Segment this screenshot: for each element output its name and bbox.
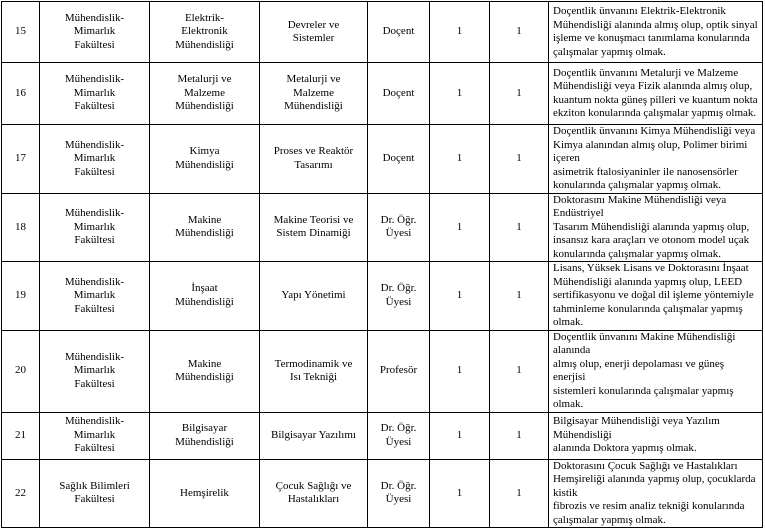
cell-line: Dr. Öğr. xyxy=(380,422,417,434)
table-row xyxy=(2,63,763,125)
cell-line: Mühendislik- xyxy=(64,11,125,24)
faculty-cell xyxy=(40,459,150,528)
count-cell: 1 xyxy=(430,262,490,331)
cell-line: çalışmalar yapmış olmak. xyxy=(553,45,666,58)
title-cell xyxy=(368,125,430,194)
cell-line: Doktorasını Çocuk Sağlığı ve Hastalıkları xyxy=(553,459,738,472)
faculty-cell xyxy=(40,2,150,63)
cell-line: insansız kara araçları ve otonom model uçak xyxy=(553,234,750,246)
cell-line: Doçent xyxy=(382,86,415,99)
cell-line: Mühendisliği xyxy=(175,227,234,240)
cell-line: Mühendisliği xyxy=(175,158,234,171)
title-cell xyxy=(368,2,430,63)
cell-line: Mühendisliği xyxy=(175,371,234,383)
count-cell: 1 xyxy=(430,193,490,262)
cell-line: Yapı Yönetimi xyxy=(281,289,346,301)
cell-line: Üyesi xyxy=(385,295,412,308)
cell-line: Dr. Öğr. xyxy=(380,479,417,492)
field-cell xyxy=(260,330,368,412)
cell-line: asimetrik ftalosiyaninler ile nanosensörler xyxy=(553,165,738,178)
cell-line: Bilgisayar Yazılımı xyxy=(271,428,356,441)
department-cell xyxy=(150,193,260,262)
cell-line: Üyesi xyxy=(385,227,412,240)
cell-line: sertifikasyonu ve doğal dil işleme yöntemiyle xyxy=(553,289,754,301)
count-cell: 1 xyxy=(490,412,549,459)
table-body xyxy=(2,2,763,528)
cell-line: alanında Doktora yapmış olmak. xyxy=(553,442,697,455)
cell-line: Hemşireliği alanında yapmış olup, çocuklarda kistik xyxy=(553,473,756,499)
field-cell xyxy=(260,2,368,63)
cell-line: Sistem Dinamiği xyxy=(276,227,351,240)
cell-line: Mühendislik- xyxy=(64,138,125,151)
cell-line: kuantum nokta güneş pilleri ve kuantum nokta xyxy=(553,93,758,106)
count-cell: 1 xyxy=(430,330,490,412)
count-cell: 1 xyxy=(430,459,490,528)
cell-line: Fakültesi xyxy=(74,493,115,506)
field-cell xyxy=(260,63,368,125)
cell-line: Doçentlik ünvanını Kimya Mühendisliği veya xyxy=(553,125,756,137)
cell-line: Malzeme xyxy=(293,86,334,99)
cell-line: almış olup, enerji depolaması ve güneş enerjisi xyxy=(553,357,725,383)
cell-line: tahminleme konularında çalışmalar yapmış olmak. xyxy=(553,302,743,328)
row-number: 19 xyxy=(2,262,40,331)
cell-line: Mühendislik- xyxy=(64,73,125,86)
cell-line: Fakültesi xyxy=(74,165,115,178)
count-cell: 1 xyxy=(490,193,549,262)
field-cell xyxy=(260,193,368,262)
count-cell: 1 xyxy=(430,412,490,459)
cell-line: Profesör xyxy=(379,364,418,377)
count-cell: 1 xyxy=(430,63,490,125)
cell-line: Mühendislik- xyxy=(64,207,125,219)
requirement-cell xyxy=(549,459,763,528)
cell-line: Metalurji ve xyxy=(177,73,232,86)
cell-line: fibrozis ve resim analiz tekniği konularında xyxy=(553,500,745,512)
cell-line: Mühendisliği xyxy=(175,38,234,51)
title-cell xyxy=(368,459,430,528)
requirement-cell xyxy=(549,412,763,459)
count-cell: 1 xyxy=(430,125,490,194)
row-number: 20 xyxy=(2,330,40,412)
count-cell: 1 xyxy=(490,262,549,331)
cell-line: Doktorasını Makine Mühendisliği veya Endüstriyel xyxy=(553,193,727,219)
table-row xyxy=(2,2,763,63)
cell-line: ekziton konularında çalışmalar yapmış olmak. xyxy=(553,107,757,119)
cell-line: çalışmalar yapmış olmak. xyxy=(553,513,666,526)
row-number: 18 xyxy=(2,193,40,262)
count-cell: 1 xyxy=(490,330,549,412)
cell-line: Makine xyxy=(187,357,222,370)
cell-line: Doçentlik ünvanını Elektrik-Elektronik xyxy=(553,5,726,17)
cell-line: Metalurji ve xyxy=(286,73,341,86)
count-cell: 1 xyxy=(490,459,549,528)
cell-line: Mimarlık xyxy=(73,428,116,441)
department-cell xyxy=(150,262,260,331)
department-cell xyxy=(150,412,260,459)
requirement-cell xyxy=(549,193,763,262)
cell-line: Üyesi xyxy=(385,435,412,448)
field-cell xyxy=(260,459,368,528)
table-row xyxy=(2,125,763,194)
field-cell xyxy=(260,412,368,459)
cell-line: Makine Teorisi ve xyxy=(273,213,354,226)
cell-line: Tasarımı xyxy=(294,158,333,171)
count-cell: 1 xyxy=(490,2,549,63)
cell-line: Sistemler xyxy=(292,32,335,44)
cell-line: Doçent xyxy=(382,25,415,38)
cell-line: Proses ve Reaktör xyxy=(273,145,354,158)
cell-line: Elektrik- xyxy=(184,11,225,24)
cell-line: Çocuk Sağlığı ve xyxy=(275,479,352,492)
cell-line: Mühendislik- xyxy=(64,415,125,428)
cell-line: Mimarlık xyxy=(73,152,116,164)
cell-line: Tasarım Mühendisliği alanında yapmış olup, xyxy=(553,220,750,233)
cell-line: Fakültesi xyxy=(74,100,115,113)
cell-line: Mimarlık xyxy=(73,364,116,377)
cell-line: konularında çalışmalar yapmış olmak. xyxy=(553,179,722,191)
cell-line: Mühendisliği xyxy=(284,100,343,113)
row-number: 21 xyxy=(2,412,40,459)
cell-line: Üyesi xyxy=(385,493,412,506)
cell-line: Mühendisliği veya Fizik alanında almış olup, xyxy=(553,80,753,92)
cell-line: Fakültesi xyxy=(74,302,115,315)
cell-line: Elektronik xyxy=(181,25,228,38)
department-cell xyxy=(150,125,260,194)
cell-line: Dr. Öğr. xyxy=(380,282,417,295)
department-cell xyxy=(150,459,260,528)
cell-line: Devreler ve xyxy=(287,18,340,31)
cell-line: Hemşirelik xyxy=(180,486,229,499)
requirement-cell xyxy=(549,63,763,125)
cell-line: Mimarlık xyxy=(73,25,116,38)
cell-line: Kimya alanından almış olup, Polimer birimi içeren xyxy=(553,138,748,164)
count-cell: 1 xyxy=(490,63,549,125)
department-cell xyxy=(150,330,260,412)
cell-line: Hastalıkları xyxy=(287,493,340,506)
cell-line: Isı Tekniği xyxy=(290,371,337,383)
faculty-cell xyxy=(40,330,150,412)
cell-line: Fakültesi xyxy=(74,234,115,246)
cell-line: işleme ve konuşmacı tanımlama konularında xyxy=(553,32,750,44)
cell-line: konularında çalışmalar yapmış olmak. xyxy=(553,247,722,260)
department-cell xyxy=(150,2,260,63)
cell-line: Termodinamik ve xyxy=(274,357,353,370)
cell-line: Mimarlık xyxy=(73,220,116,233)
row-number: 16 xyxy=(2,63,40,125)
table-row xyxy=(2,262,763,331)
cell-line: Mühendislik- xyxy=(64,350,125,363)
title-cell xyxy=(368,193,430,262)
position-table xyxy=(1,1,763,528)
cell-line: Doçent xyxy=(382,152,415,164)
count-cell: 1 xyxy=(490,125,549,194)
requirement-cell xyxy=(549,330,763,412)
faculty-cell xyxy=(40,262,150,331)
title-cell xyxy=(368,330,430,412)
cell-line: İnşaat xyxy=(191,282,218,295)
cell-line: Mühendisliği xyxy=(175,435,234,448)
title-cell xyxy=(368,412,430,459)
cell-line: Mimarlık xyxy=(73,86,116,99)
cell-line: Fakültesi xyxy=(74,442,115,455)
cell-line: Malzeme xyxy=(184,86,225,99)
cell-line: Bilgisayar Mühendisliği veya Yazılım Mühendisliği xyxy=(553,415,720,441)
cell-line: Kimya xyxy=(189,145,220,158)
cell-line: Fakültesi xyxy=(74,38,115,51)
cell-line: Doçentlik ünvanını Makine Mühendisliği alanında xyxy=(553,330,736,356)
table-row xyxy=(2,193,763,262)
cell-line: Dr. Öğr. xyxy=(380,213,417,226)
cell-line: Mimarlık xyxy=(73,289,116,301)
count-cell: 1 xyxy=(430,2,490,63)
field-cell xyxy=(260,262,368,331)
cell-line: Mühendisliği xyxy=(175,295,234,308)
cell-line: Mühendisliği alanında yapmış olup, LEED xyxy=(553,275,743,288)
cell-line: Bilgisayar xyxy=(181,422,228,434)
cell-line: Sağlık Bilimleri xyxy=(59,479,130,492)
faculty-cell xyxy=(40,412,150,459)
department-cell xyxy=(150,63,260,125)
faculty-cell xyxy=(40,63,150,125)
title-cell xyxy=(368,262,430,331)
requirement-cell xyxy=(549,2,763,63)
cell-line: sistemleri konularında çalışmalar yapmış olmak. xyxy=(553,384,734,410)
cell-line: Fakültesi xyxy=(74,377,115,390)
requirement-cell xyxy=(549,125,763,194)
cell-line: Makine xyxy=(187,213,222,226)
table-row xyxy=(2,330,763,412)
cell-line: Lisans, Yüksek Lisans ve Doktorasını İnşaat xyxy=(553,262,749,274)
field-cell xyxy=(260,125,368,194)
cell-line: Mühendisliği xyxy=(175,100,234,113)
requirement-cell xyxy=(549,262,763,331)
row-number: 17 xyxy=(2,125,40,194)
table-row xyxy=(2,459,763,528)
cell-line: Mühendisliği alanında almış olup, optik sinyal xyxy=(553,18,758,31)
faculty-cell xyxy=(40,125,150,194)
title-cell xyxy=(368,63,430,125)
faculty-cell xyxy=(40,193,150,262)
cell-line: Mühendislik- xyxy=(64,275,125,288)
row-number: 22 xyxy=(2,459,40,528)
cell-line: Doçentlik ünvanını Metalurji ve Malzeme xyxy=(553,66,739,79)
row-number: 15 xyxy=(2,2,40,63)
table-row xyxy=(2,412,763,459)
